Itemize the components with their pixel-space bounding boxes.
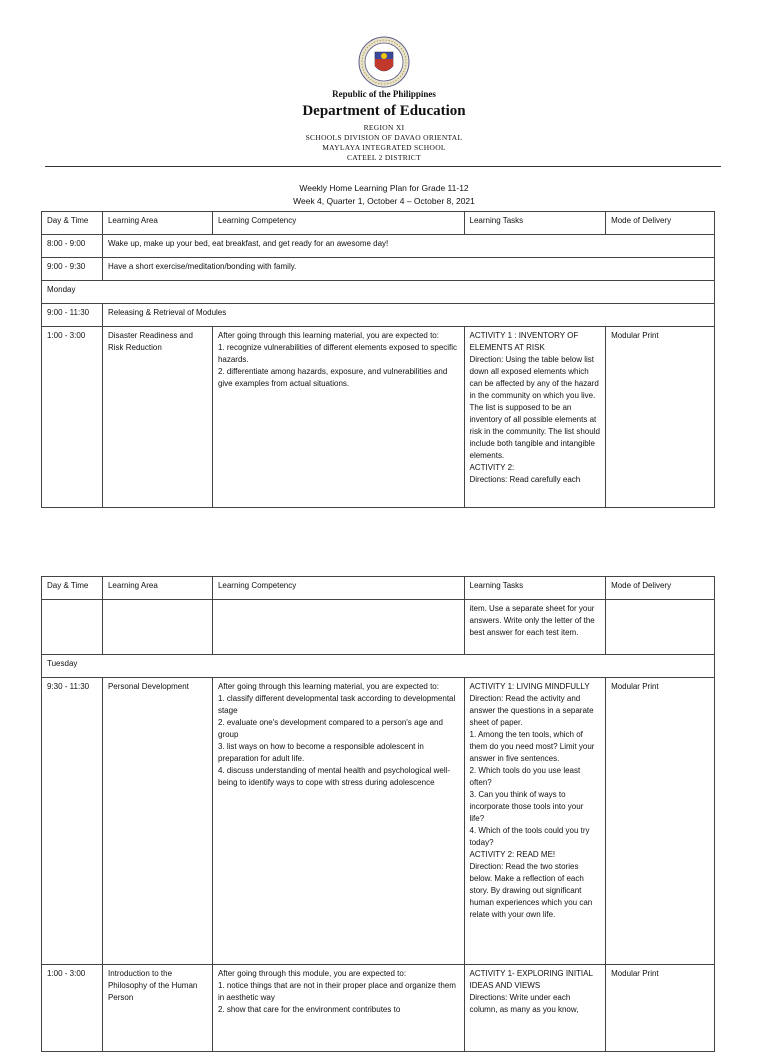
plan-title: Weekly Home Learning Plan for Grade 11-12 <box>299 183 469 193</box>
table-row <box>42 678 715 965</box>
activity-cell: Wake up, make up your bed, eat breakfast, and get ready for an awesome day! <box>102 235 714 258</box>
school-line: MAYLAYA INTEGRATED SCHOOL <box>322 143 446 152</box>
department-title: Department of Education <box>302 103 466 119</box>
day-row <box>42 281 715 304</box>
day-label: Tuesday <box>42 655 715 678</box>
table-header-row <box>42 577 715 600</box>
col-learning-tasks: Learning Tasks <box>464 212 606 235</box>
tasks-cell: ACTIVITY 1- EXPLORING INITIAL IDEAS AND VIEWS Directions: Write under each column, as many as you know, <box>464 965 606 1052</box>
tasks-cell: ACTIVITY 1 : INVENTORY OF ELEMENTS AT RISK Direction: Using the table below list down all exposed elements which can be affected by any of the hazard in the community on which you live. The list is supposed to be an inventory of all possible elements at risk in the community. The list should include both tangible and intangible elements. ACTIVITY 2: Directions: Read carefully each <box>464 327 606 508</box>
time-cell: 1:00 - 3:00 <box>42 965 103 1052</box>
learning-area-cell <box>102 600 212 655</box>
region-line: REGION XI <box>363 123 405 132</box>
col-day-time: Day & Time <box>42 212 103 235</box>
time-cell: 9:30 - 11:30 <box>42 678 103 965</box>
learning-area-cell: Personal Development <box>102 678 212 965</box>
col-mode-of-delivery: Mode of Delivery <box>606 577 715 600</box>
col-learning-competency: Learning Competency <box>212 212 464 235</box>
col-day-time: Day & Time <box>42 577 103 600</box>
table-row <box>42 965 715 1052</box>
day-label: Monday <box>42 281 715 304</box>
table-row <box>42 235 715 258</box>
col-learning-area: Learning Area <box>102 212 212 235</box>
division-line: SCHOOLS DIVISION OF DAVAO ORIENTAL <box>305 133 463 142</box>
deped-seal-icon <box>358 36 410 88</box>
mode-cell <box>606 600 715 655</box>
republic-line: Republic of the Philippines <box>332 89 436 99</box>
table-row <box>42 327 715 508</box>
mode-cell: Modular Print <box>606 327 715 508</box>
learning-area-cell: Introduction to the Philosophy of the Human Person <box>102 965 212 1052</box>
tasks-cell: ACTIVITY 1: LIVING MINDFULLY Direction: Read the activity and answer the questions in a separate sheet of paper. 1. Among the ten tools, which of them do you need most? Limit your answer in five sentences. 2. Which tools do you use least often? 3. Can you think of ways to incorporate those tools into your life? 4. Which of the tools could you try today? ACTIVITY 2: READ ME! Direction: Read the two stories below. Make a reflection of each story. By drawing out significant human experiences which you can relate with your own life. <box>464 678 606 965</box>
table-row <box>42 258 715 281</box>
day-row <box>42 655 715 678</box>
activity-cell: Releasing & Retrieval of Modules <box>102 304 714 327</box>
mode-cell: Modular Print <box>606 678 715 965</box>
learning-plan-table-1 <box>41 211 715 508</box>
learning-area-cell: Disaster Readiness and Risk Reduction <box>102 327 212 508</box>
table-row <box>42 304 715 327</box>
table-row <box>42 600 715 655</box>
competency-cell <box>212 600 464 655</box>
tasks-cell: item. Use a separate sheet for your answers. Write only the letter of the best answer for each test item. <box>464 600 606 655</box>
time-cell: 1:00 - 3:00 <box>42 327 103 508</box>
time-cell <box>42 600 103 655</box>
competency-cell: After going through this module, you are expected to: 1. notice things that are not in their proper place and organize them in aesthetic way 2. show that care for the environment contributes to <box>212 965 464 1052</box>
col-learning-area: Learning Area <box>102 577 212 600</box>
plan-week: Week 4, Quarter 1, October 4 – October 8, 2021 <box>293 196 475 206</box>
competency-cell: After going through this learning material, you are expected to: 1. recognize vulnerabilities of different elements exposed to specific hazards. 2. differentiate among hazards, exposure, and vulnerabilities and give examples from actual situations. <box>212 327 464 508</box>
header-divider <box>45 166 721 167</box>
mode-cell: Modular Print <box>606 965 715 1052</box>
time-cell: 9:00 - 9:30 <box>42 258 103 281</box>
activity-cell: Have a short exercise/meditation/bonding with family. <box>102 258 714 281</box>
col-learning-competency: Learning Competency <box>212 577 464 600</box>
competency-cell: After going through this learning material, you are expected to: 1. classify different developmental task according to developmental stage 2. evaluate one's development compared to a person's age and group 3. list ways on how to become a responsible adolescent in preparation for adult life. 4. discuss understanding of mental health and psychological well-being to identify ways to cope with stress during adolescence <box>212 678 464 965</box>
col-mode-of-delivery: Mode of Delivery <box>606 212 715 235</box>
table-header-row <box>42 212 715 235</box>
time-cell: 9:00 - 11:30 <box>42 304 103 327</box>
col-learning-tasks: Learning Tasks <box>464 577 606 600</box>
time-cell: 8:00 - 9:00 <box>42 235 103 258</box>
district-line: CATEEL 2 DISTRICT <box>347 153 421 162</box>
learning-plan-table-2 <box>41 576 715 1052</box>
